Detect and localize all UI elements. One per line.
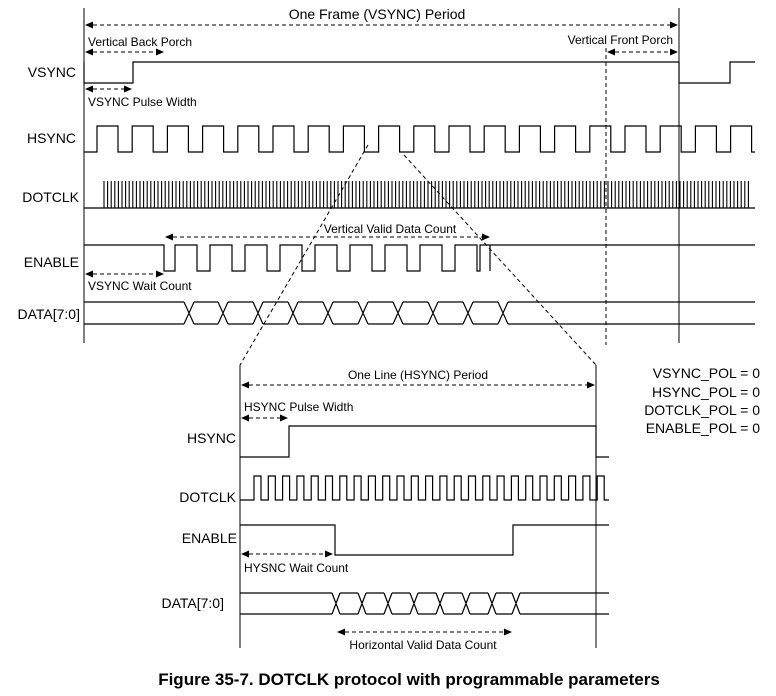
- top-enable-wave: [84, 245, 755, 271]
- figure-caption: Figure 35-7. DOTCLK protocol with programmable parameters: [158, 670, 660, 689]
- line-period-label: One Line (HSYNC) Period: [347, 368, 489, 382]
- top-timing-diagram: [17, 6, 755, 345]
- vertical-valid-data-label: Vertical Valid Data Count: [323, 222, 457, 236]
- zoom-dotclk-label: DOTCLK: [179, 489, 236, 505]
- top-dotclk-wave: [84, 181, 755, 208]
- top-hsync-wave: [84, 126, 755, 152]
- zoom-data-wave: [240, 593, 609, 614]
- dotclk-pol-setting: DOTCLK_POL = 0: [644, 402, 760, 418]
- frame-period-label: One Frame (VSYNC) Period: [288, 6, 466, 22]
- hsync-pulse-width-label: HSYNC Pulse Width: [244, 400, 354, 414]
- zoomed-timing-diagram: [161, 365, 609, 652]
- hsync-wait-count-label: HYSNC Wait Count: [244, 561, 349, 575]
- hsync-pol-setting: HSYNC_POL = 0: [651, 384, 760, 400]
- top-data-wave: [84, 302, 755, 324]
- vsync-pulse-width-label: VSYNC Pulse Width: [88, 95, 197, 109]
- vsync-pol-setting: VSYNC_POL = 0: [652, 365, 760, 381]
- horizontal-valid-data-label: Horizontal Valid Data Count: [349, 638, 497, 652]
- top-vsync-wave: [84, 62, 755, 83]
- top-enable-label: ENABLE: [23, 254, 79, 270]
- vsync-wait-count-label: VSYNC Wait Count: [88, 279, 192, 293]
- zoom-hsync-wave: [240, 426, 609, 457]
- top-hsync-label: HSYNC: [26, 130, 76, 146]
- zoom-dotclk-wave: [240, 476, 609, 500]
- zoom-enable-label: ENABLE: [181, 530, 237, 546]
- enable-pol-setting: ENABLE_POL = 0: [645, 420, 760, 436]
- top-data-label: DATA[7:0]: [17, 306, 80, 322]
- zoom-hsync-label: HSYNC: [186, 430, 236, 446]
- zoom-data-label: DATA[7:0]: [161, 595, 224, 611]
- top-dotclk-label: DOTCLK: [22, 189, 79, 205]
- vertical-front-porch-label: Vertical Front Porch: [567, 33, 673, 47]
- zoom-enable-wave: [240, 525, 609, 555]
- polarity-settings: [644, 365, 760, 436]
- zoom-connector-left: [240, 145, 368, 365]
- vertical-back-porch-label: Vertical Back Porch: [88, 35, 193, 49]
- top-vsync-label: VSYNC: [27, 64, 76, 80]
